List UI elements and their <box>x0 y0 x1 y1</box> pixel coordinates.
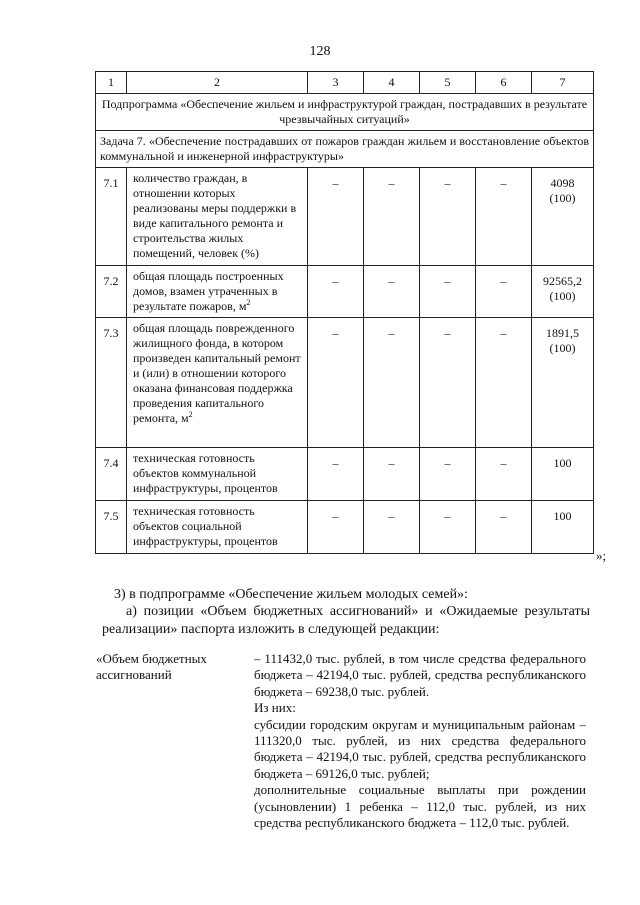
row-number: 7.2 <box>96 266 127 318</box>
header-cell: 4 <box>364 72 420 94</box>
row-number: 7.5 <box>96 501 127 554</box>
empty-value: – <box>308 266 364 318</box>
table-row <box>96 318 594 448</box>
empty-value: – <box>420 448 476 501</box>
row-description: количество граждан, в отношении которых реализованы меры поддержки в виде капитального ремонта и строительства жилых помещений, человек (%) <box>127 168 308 266</box>
table-header-row <box>96 72 594 94</box>
budget-line: дополнительные социальные выплаты при рождении (усыновлении) 1 ребенка – 112,0 тыс. рублей, из них средства республиканского бюджета – 112,0 тыс. рублей. <box>254 782 586 831</box>
empty-value: – <box>308 501 364 554</box>
empty-value: – <box>364 266 420 318</box>
budget-value <box>254 651 586 831</box>
subprogram-title: Подпрограмма «Обеспечение жильем и инфраструктурой граждан, пострадавших в результате чрезвычайных ситуаций» <box>96 94 594 131</box>
empty-value: – <box>308 318 364 448</box>
header-cell: 5 <box>420 72 476 94</box>
row-number: 7.4 <box>96 448 127 501</box>
empty-value: – <box>476 168 532 266</box>
header-cell: 3 <box>308 72 364 94</box>
empty-value: – <box>364 318 420 448</box>
row-value: 92565,2 (100) <box>532 266 594 318</box>
page-number: 128 <box>309 44 331 59</box>
task-row <box>96 131 594 168</box>
closing-quote: »; <box>596 548 607 563</box>
empty-value: – <box>476 318 532 448</box>
budget-line: Из них: <box>254 700 296 716</box>
empty-value: – <box>420 318 476 448</box>
empty-value: – <box>308 168 364 266</box>
row-number: 7.1 <box>96 168 127 266</box>
budget-line: – 111432,0 тыс. рублей, в том числе средства федерального бюджета – 42194,0 тыс. рублей, средства республиканского бюджета – 69238,0 тыс. рублей. <box>254 651 586 699</box>
row-value: 1891,5 (100) <box>532 318 594 448</box>
row-value: 100 <box>532 501 594 554</box>
header-cell: 6 <box>476 72 532 94</box>
empty-value: – <box>420 168 476 266</box>
row-value: 4098 (100) <box>532 168 594 266</box>
table-row <box>96 448 594 501</box>
empty-value: – <box>308 448 364 501</box>
table-row <box>96 266 594 318</box>
row-number: 7.3 <box>96 318 127 448</box>
indicators-table <box>95 71 594 554</box>
header-cell: 1 <box>96 72 127 94</box>
row-description: общая площадь поврежденного жилищного фонда, в котором произведен капитальный ремонт и (или) в отношении которого оказана финансовая поддержка проведения капитального ремонта, $м^2$ <box>127 318 308 448</box>
empty-value: – <box>364 501 420 554</box>
header-cell: 2 <box>127 72 308 94</box>
empty-value: – <box>364 448 420 501</box>
empty-value: – <box>476 266 532 318</box>
row-description: техническая готовность объектов социальной инфраструктуры, процентов <box>127 501 308 554</box>
item-a-paragraph: а) позиции «Объем бюджетных ассигнований» и «Ожидаемые результаты реализации» паспорта изложить в следующей редакции: <box>102 604 590 637</box>
budget-label: «Объем бюджетных ассигнований <box>96 651 207 682</box>
table-row <box>96 501 594 554</box>
empty-value: – <box>364 168 420 266</box>
empty-value: – <box>476 448 532 501</box>
row-description: техническая готовность объектов коммунальной инфраструктуры, процентов <box>127 448 308 501</box>
header-cell: 7 <box>532 72 594 94</box>
budget-line: субсидии городским округам и муниципальным районам – 111320,0 тыс. рублей, из них средства федерального бюджета – 42194,0 тыс. рублей, средства республиканского бюджета – 69126,0 тыс. рублей; <box>254 716 586 781</box>
empty-value: – <box>420 266 476 318</box>
empty-value: – <box>420 501 476 554</box>
task-title: Задача 7. «Обеспечение пострадавших от пожаров граждан жильем и восстановление объектов коммунальной и инженерной инфраструктуры» <box>96 131 594 168</box>
row-description: общая площадь построенных домов, взамен утраченных в результате пожаров, $м^2$ <box>127 266 308 318</box>
empty-value: – <box>476 501 532 554</box>
subprogram-row <box>96 94 594 131</box>
table-row <box>96 168 594 266</box>
item-3-paragraph: 3) в подпрограмме «Обеспечение жильем молодых семей»: <box>114 587 468 602</box>
row-value: 100 <box>532 448 594 501</box>
